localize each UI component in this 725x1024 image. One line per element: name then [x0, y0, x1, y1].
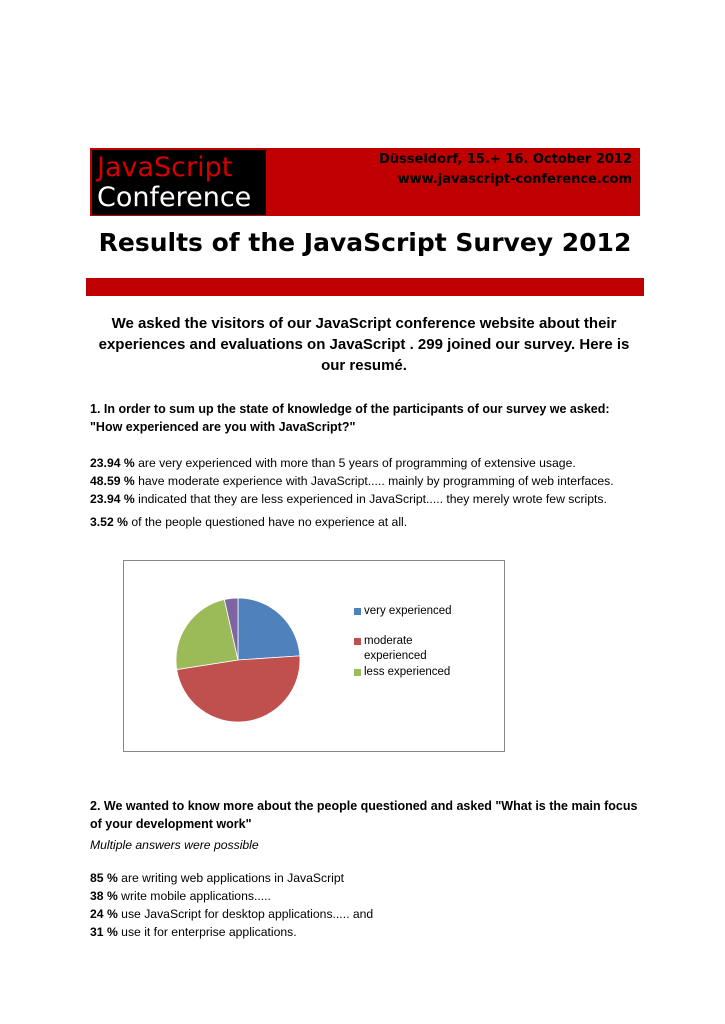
stat-value: 38 %: [90, 889, 118, 903]
question-2-title: 2. We wanted to know more about the people questioned and asked "What is the main focus of your development work": [90, 799, 638, 831]
legend-swatch: [354, 608, 361, 615]
pie-svg: [124, 561, 324, 751]
stat-text: write mobile applications.....: [117, 889, 271, 903]
legend-label: less experienced: [364, 666, 451, 678]
divider-bar: [86, 278, 644, 296]
question-2-note: Multiple answers were possible: [90, 838, 259, 852]
experience-pie-chart: [123, 560, 505, 752]
stat-text: have moderate experience with JavaScript..... mainly by programming of web interfaces.: [134, 474, 614, 488]
logo-text-conference: Conference: [97, 182, 252, 213]
legend-label: very experienced: [364, 605, 452, 617]
stat-text: use JavaScript for desktop applications..... and: [117, 907, 374, 921]
event-url: www.javascript-conference.com: [397, 172, 632, 187]
stat-text: are writing web applications in JavaScript: [117, 871, 345, 885]
q2-stat-enterprise-applications: [90, 923, 650, 941]
stat-value: 85 %: [90, 871, 118, 885]
q2-stat-desktop-applications: [90, 905, 650, 923]
stat-value: 3.52 %: [90, 515, 128, 529]
event-date: Düsseldorf, 15.+ 16. October 2012: [379, 152, 632, 167]
stat-text: of the people questioned have no experience at all.: [127, 515, 408, 529]
stat-value: 48.59 %: [90, 474, 135, 488]
stat-text: indicated that they are less experienced in JavaScript..... they merely wrote few scripts.: [134, 492, 607, 506]
stat-text: use it for enterprise applications.: [117, 925, 297, 939]
stat-value: 23.94 %: [90, 492, 135, 506]
page-title: Results of the JavaScript Survey 2012: [98, 228, 632, 257]
stat-text: are very experienced with more than 5 years of programming of extensive usage.: [134, 456, 576, 470]
q2-stat-mobile-applications: [90, 887, 650, 905]
pie-slice-very-experienced: [238, 598, 300, 660]
stat-value: 24 %: [90, 907, 118, 921]
question-1-title: 1. In order to sum up the state of knowledge of the participants of our survey we asked: "How experienced are you with JavaScript?": [90, 402, 610, 434]
q1-stat-moderate: [90, 472, 650, 490]
legend-label: moderate experienced: [364, 635, 427, 662]
legend-swatch: [354, 638, 361, 645]
legend-swatch: [354, 669, 361, 676]
q1-stat-less-experienced: [90, 490, 650, 508]
stat-value: 23.94 %: [90, 456, 135, 470]
q1-stat-very-experienced: [90, 454, 650, 472]
q2-stat-web-applications: [90, 869, 650, 887]
conference-logo: [92, 150, 266, 215]
stat-value: 31 %: [90, 925, 118, 939]
q1-stat-no-experience: [90, 513, 650, 531]
logo-text-javascript: JavaScript: [97, 152, 233, 183]
intro-paragraph: We asked the visitors of our JavaScript conference website about their experiences and evaluations on JavaScript . 299 joined our survey. Here is our resumé.: [98, 315, 630, 374]
